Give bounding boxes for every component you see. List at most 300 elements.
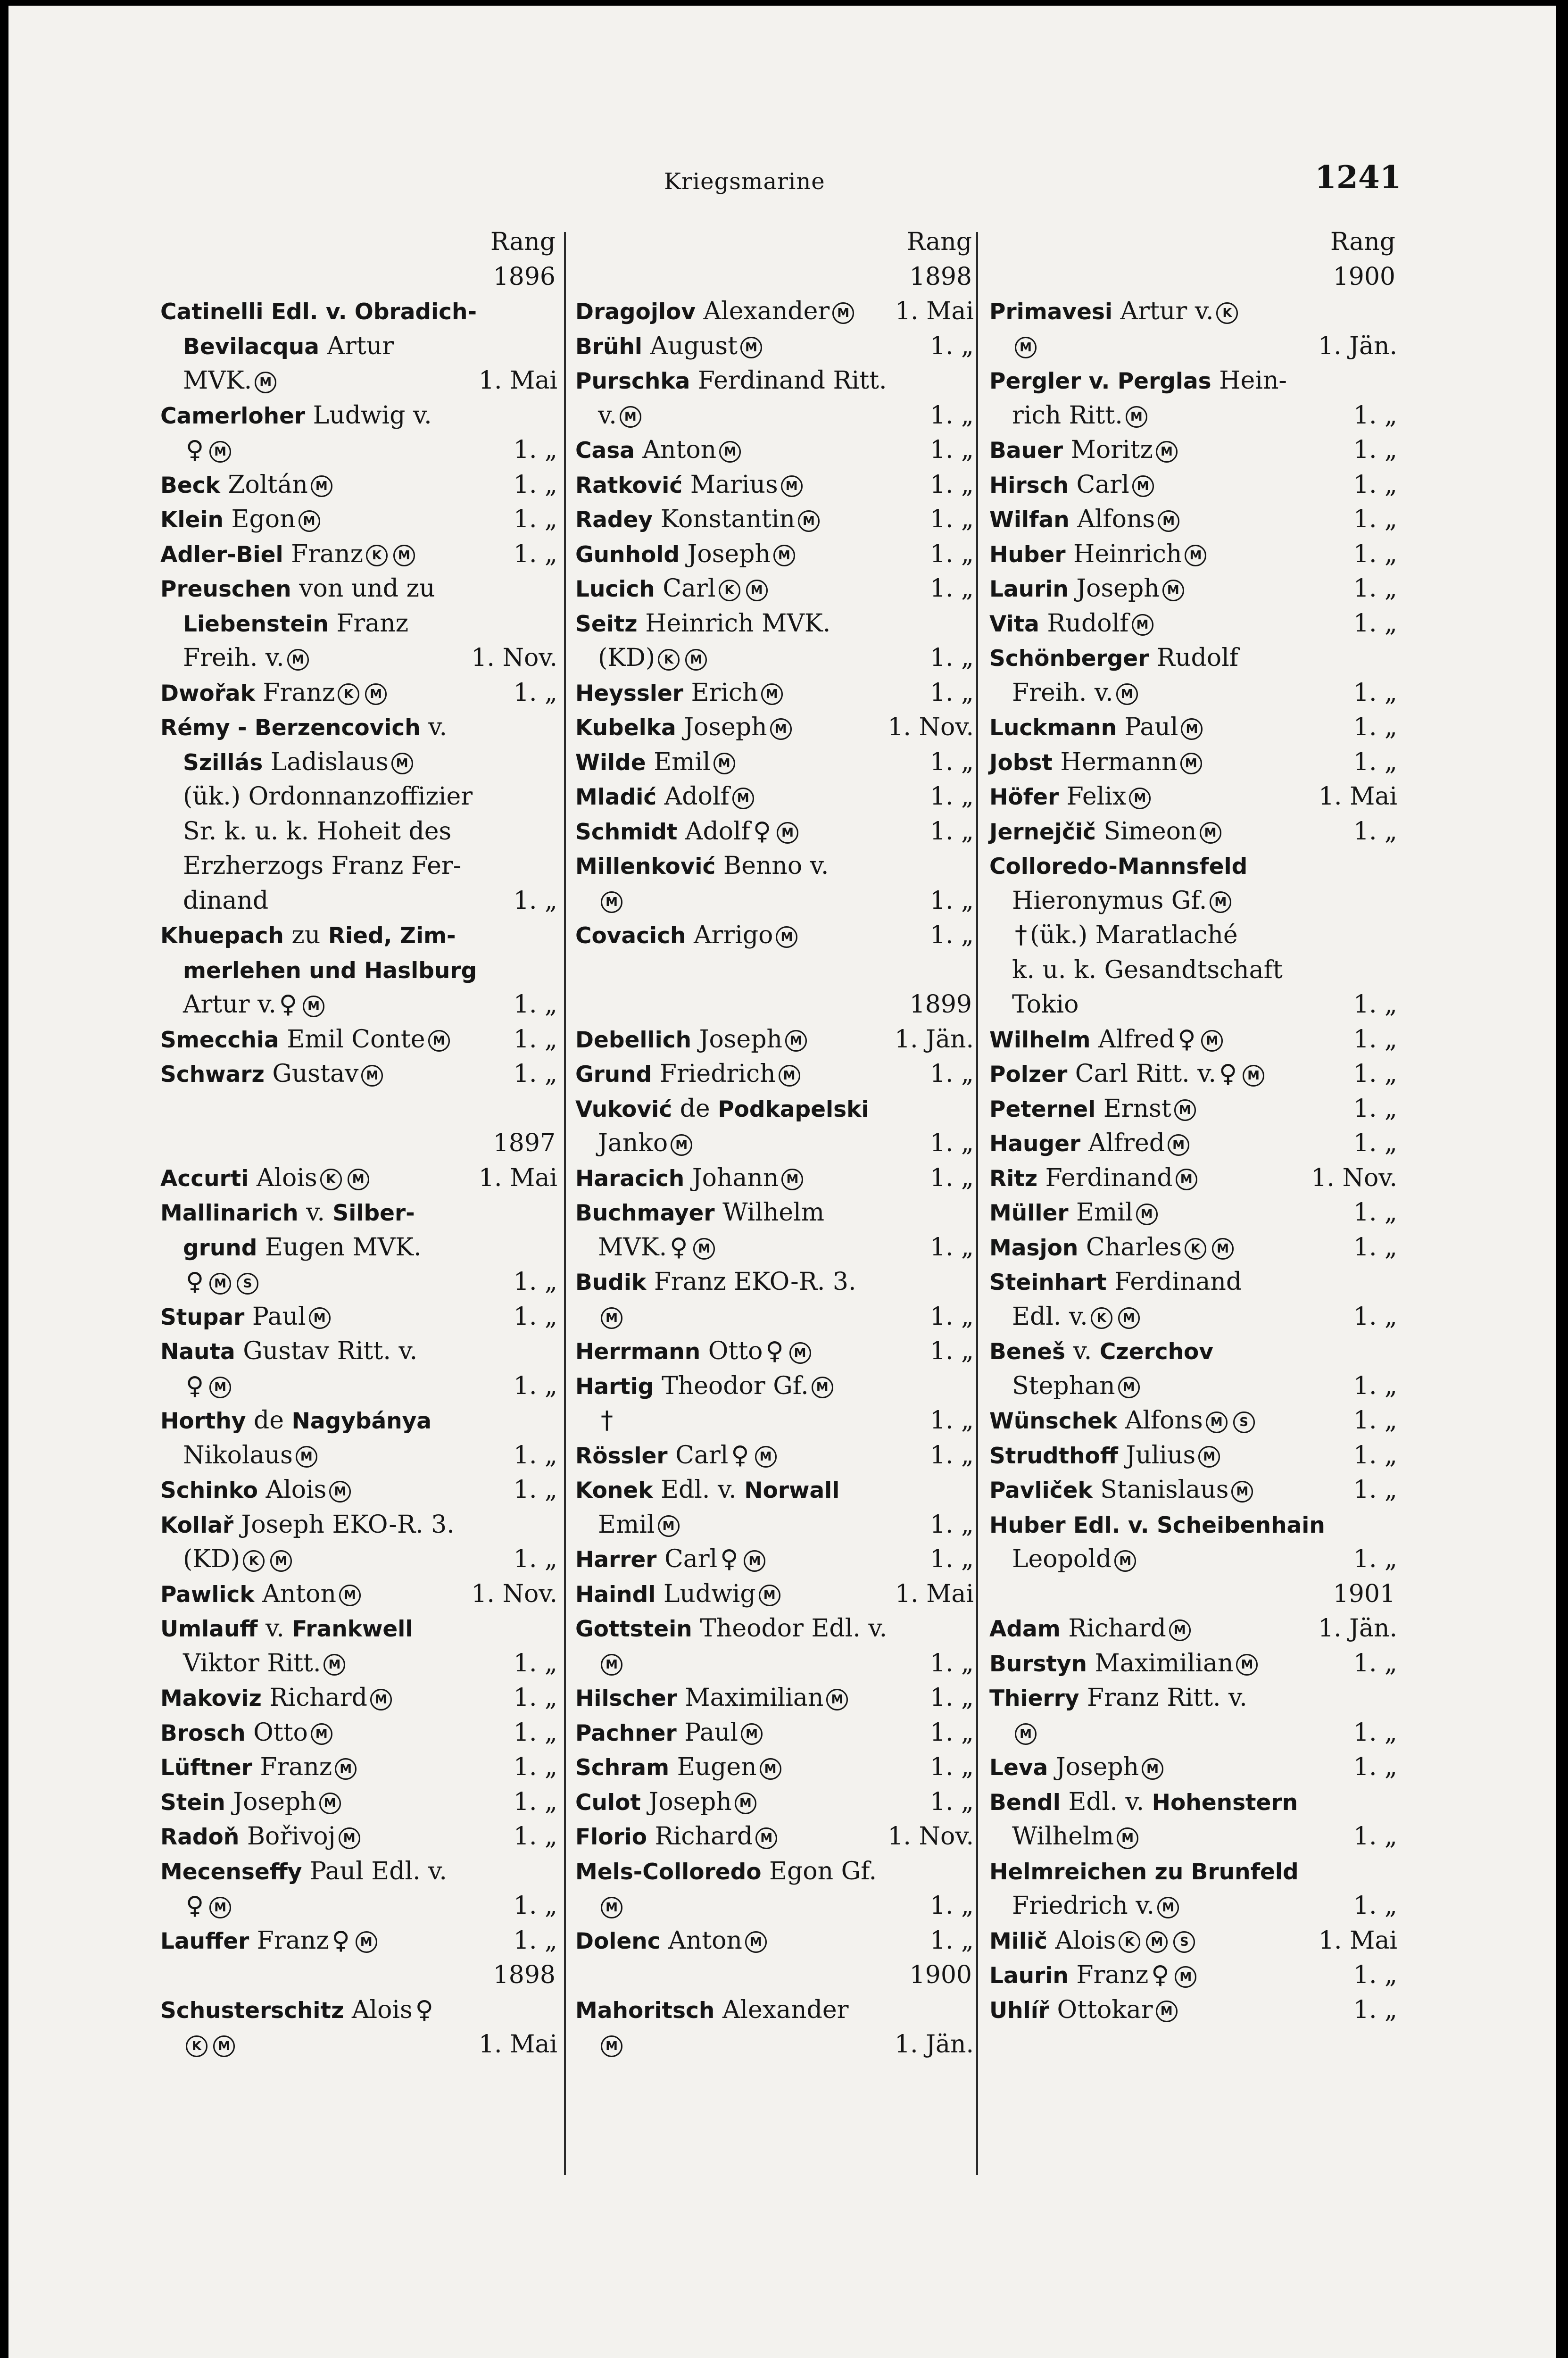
decoration-icon: ♀ — [670, 1233, 688, 1262]
register-entry — [989, 1611, 1397, 1646]
rank-date: 1. „ — [929, 1337, 974, 1365]
surname: Radey — [575, 507, 653, 533]
register-entry — [575, 1161, 974, 1196]
surname: Umlauff — [160, 1616, 258, 1642]
register-entry — [989, 1265, 1397, 1300]
surname: Dolenc — [575, 1928, 661, 1954]
medal-icon: M — [601, 891, 622, 913]
surname: Horthy — [160, 1408, 246, 1434]
entry-continuation — [160, 1438, 557, 1473]
rank-date: 1. „ — [513, 1476, 557, 1504]
entry-text: Carl Ritt. v. — [1067, 1060, 1216, 1088]
entry-text: Alfons — [1069, 505, 1155, 533]
rank-date: 1. „ — [929, 1892, 974, 1920]
rank-date: 1. Mai — [1318, 1926, 1397, 1955]
rank-date: 1. „ — [1353, 1129, 1397, 1157]
surname: Hirsch — [989, 472, 1069, 498]
surname: Adam — [989, 1616, 1061, 1642]
rank-date: 1. „ — [1353, 1753, 1397, 1781]
rank-date: 1. „ — [929, 1753, 974, 1781]
surname: Nauta — [160, 1339, 235, 1365]
register-entry — [575, 329, 974, 364]
register-entry — [575, 1542, 974, 1577]
rank-date: 1. „ — [1353, 990, 1397, 1019]
surname: Schusterschitz — [160, 1997, 344, 2024]
register-entry — [575, 849, 974, 884]
register-entry — [989, 1438, 1397, 1473]
surname: Smecchia — [160, 1027, 279, 1053]
entry-text: Emil — [1068, 1198, 1133, 1227]
rank-date: 1. „ — [513, 540, 557, 568]
register-entry — [989, 1473, 1397, 1508]
entry-text: Franz — [1068, 1961, 1149, 1989]
entry-text: de — [672, 1094, 718, 1123]
rank-date: 1. „ — [1353, 678, 1397, 707]
rank-date: 1. „ — [1353, 470, 1397, 499]
surname-suffix: Norwall — [744, 1478, 840, 1503]
register-entry — [989, 433, 1397, 468]
surname: Huber — [989, 541, 1066, 568]
entry-text: Franz Ritt. v. — [1079, 1684, 1247, 1712]
medal-icon: M — [209, 441, 231, 463]
surname: Uhlíř — [989, 1997, 1050, 2024]
entry-text: Adolf — [677, 817, 750, 846]
surname: Ratković — [575, 472, 683, 498]
surname: Gunhold — [575, 541, 680, 568]
surname: Herrmann — [575, 1339, 701, 1365]
medal-icon: M — [335, 1758, 357, 1780]
entry-text: Gustav Ritt. v. — [235, 1337, 418, 1365]
register-entry — [575, 1611, 974, 1646]
decoration-icon: ♀ — [1151, 1961, 1170, 1989]
rank-date: 1. „ — [513, 1025, 557, 1054]
surname: Grund — [575, 1062, 652, 1088]
entry-continuation — [160, 884, 557, 919]
entry-text: Richard — [647, 1822, 753, 1851]
year-heading: 1897 — [493, 1129, 556, 1157]
rank-date: 1. „ — [929, 817, 974, 846]
entry-text: Alfred — [1080, 1129, 1165, 1157]
rank-date: 1. „ — [1353, 713, 1397, 741]
medal-icon: K — [1091, 1307, 1112, 1329]
register-entry — [575, 1716, 974, 1751]
rank-date: 1. „ — [513, 1060, 557, 1088]
register-entry — [575, 814, 974, 849]
medal-icon: M — [785, 1030, 807, 1052]
surname: Adler-Biel — [160, 541, 283, 568]
surname: Beck — [160, 472, 220, 498]
surname: Khuepach — [160, 923, 284, 949]
rank-date: 1. Mai — [895, 1579, 974, 1608]
rank-date: 1. „ — [929, 1302, 974, 1331]
medal-icon: M — [1174, 1099, 1196, 1121]
surname: Gottstein — [575, 1616, 692, 1642]
rank-date: 1. „ — [929, 1441, 974, 1470]
rank-date: 1. „ — [929, 1787, 974, 1816]
register-entry — [575, 1819, 974, 1854]
surname: Schram — [575, 1755, 670, 1781]
surname: Wünschek — [989, 1408, 1118, 1434]
rank-column — [575, 225, 974, 2062]
entry-continuation — [989, 918, 1397, 953]
medal-icon: S — [1233, 1411, 1255, 1433]
rank-date: 1. Mai — [478, 366, 557, 395]
entry-text: Ludwig — [655, 1579, 756, 1608]
surname: Pawlick — [160, 1581, 255, 1608]
entry-text: Maximilian — [677, 1684, 824, 1712]
entry-text: Hieronymus Gf. — [1012, 886, 1207, 915]
surname: Milič — [989, 1928, 1047, 1954]
entry-continuation — [989, 953, 1397, 988]
register-entry — [160, 1611, 557, 1646]
medal-icon: M — [319, 1793, 341, 1814]
decoration-icon: ♀ — [1178, 1025, 1196, 1054]
rank-date: 1. „ — [513, 990, 557, 1019]
rank-date: 1. „ — [1353, 505, 1397, 533]
register-entry — [575, 1993, 974, 2028]
medal-icon: M — [1132, 614, 1153, 636]
medal-icon: M — [601, 2035, 622, 2057]
medal-icon: M — [1157, 1897, 1179, 1918]
entry-text: August — [642, 332, 738, 360]
medal-icon: K — [320, 1169, 342, 1190]
register-entry — [160, 1924, 557, 1959]
entry-continuation — [575, 1403, 974, 1438]
register-entry — [989, 1958, 1397, 1993]
surname: Mladić — [575, 784, 657, 810]
rank-date: 1. „ — [1353, 1302, 1397, 1331]
decoration-icon: ♀ — [279, 990, 298, 1019]
register-entry — [575, 710, 974, 745]
register-entry — [989, 502, 1397, 537]
year-heading: 1898 — [909, 262, 972, 291]
entry-text: Edl. v. — [1012, 1302, 1088, 1331]
medal-icon: M — [1015, 1723, 1037, 1745]
surname: Purschka — [575, 368, 690, 394]
entry-continuation — [160, 2027, 557, 2062]
medal-icon: M — [735, 1793, 756, 1814]
rank-date: 1. Nov. — [888, 1822, 974, 1851]
register-entry — [575, 745, 974, 780]
surname: Culot — [575, 1789, 641, 1816]
entry-text: Anton — [634, 436, 717, 464]
register-entry — [989, 1646, 1397, 1681]
entry-text: Joseph — [680, 540, 771, 568]
surname: Kollař — [160, 1512, 233, 1538]
entry-continuation — [575, 1230, 974, 1265]
rank-date: 1. „ — [929, 1926, 974, 1955]
surname: Schmidt — [575, 819, 678, 845]
register-entry — [575, 572, 974, 606]
register-entry — [575, 468, 974, 503]
medal-icon: M — [209, 1377, 231, 1398]
entry-continuation — [989, 676, 1397, 711]
medal-icon: K — [186, 2035, 207, 2057]
medal-icon: M — [1129, 788, 1151, 809]
register-entry — [160, 1508, 557, 1543]
rank-date: 1. „ — [513, 1441, 557, 1470]
rank-date: 1. „ — [929, 1163, 974, 1192]
entry-text: Wilhelm — [714, 1198, 825, 1227]
entry-text: Otto — [700, 1337, 763, 1365]
medal-icon: M — [209, 1897, 231, 1918]
surname: Masjon — [989, 1235, 1079, 1261]
medal-icon: M — [1212, 1238, 1234, 1260]
entry-continuation — [989, 988, 1397, 1022]
rank-column — [160, 225, 557, 2062]
medal-icon: M — [1118, 1307, 1140, 1329]
surname: Müller — [989, 1200, 1069, 1226]
register-entry — [575, 1196, 974, 1230]
entry-continuation — [989, 329, 1397, 364]
rank-date: 1. „ — [929, 401, 974, 430]
surname: Mallinarich — [160, 1200, 299, 1226]
entry-text: Maximilian — [1087, 1649, 1234, 1677]
surname: Colloredo-Mannsfeld — [989, 854, 1248, 880]
rank-date: 1. „ — [1353, 1060, 1397, 1088]
entry-text: de — [246, 1406, 292, 1435]
surname: Heyssler — [575, 680, 683, 706]
medal-icon: M — [789, 1342, 811, 1364]
register-entry — [575, 433, 974, 468]
decoration-icon: † — [601, 1406, 613, 1435]
rank-date: 1. „ — [929, 678, 974, 707]
medal-icon: M — [1117, 1827, 1138, 1849]
medal-icon: M — [740, 337, 762, 358]
entry-text: Simeon — [1095, 817, 1197, 846]
medal-icon: K — [1185, 1238, 1206, 1260]
entry-text: Freih. v. — [183, 644, 284, 672]
medal-icon: M — [1243, 1065, 1264, 1087]
medal-icon: M — [213, 2035, 235, 2057]
rank-date: 1. „ — [513, 470, 557, 499]
surname: Vuković — [575, 1096, 672, 1122]
entry-text: Artur v. — [183, 990, 276, 1019]
entry-continuation — [160, 606, 557, 641]
rank-date: 1. „ — [513, 678, 557, 707]
entry-text: Julius — [1118, 1441, 1196, 1470]
entry-text: von und zu — [291, 574, 435, 603]
rank-date: 1. „ — [1353, 1233, 1397, 1262]
entry-text: Artur v. — [1112, 297, 1214, 325]
medal-icon: M — [755, 1827, 777, 1849]
surname: Mahoritsch — [575, 1997, 715, 2024]
register-entry — [575, 606, 974, 641]
entry-text: Konstantin — [653, 505, 795, 533]
register-entry — [575, 1577, 974, 1612]
medal-icon: M — [311, 475, 332, 497]
decoration-icon: ♀ — [332, 1926, 350, 1955]
surname: Rössler — [575, 1443, 668, 1469]
decoration-icon: ♀ — [415, 1995, 433, 2024]
rank-date: 1. „ — [1353, 1822, 1397, 1851]
register-entry — [989, 537, 1397, 572]
rank-date: 1. „ — [929, 1684, 974, 1712]
medal-icon: M — [361, 1065, 383, 1087]
register-entry — [989, 1403, 1397, 1438]
decoration-icon: ♀ — [720, 1545, 738, 1573]
register-entry — [160, 1334, 557, 1369]
register-entry — [575, 1265, 974, 1300]
medal-icon: M — [324, 1654, 345, 1676]
surname: Rémy - Berzencovich — [160, 715, 421, 741]
medal-icon: M — [760, 1758, 781, 1780]
medal-icon: M — [329, 1481, 351, 1503]
entry-text: Bořivoj — [239, 1822, 336, 1851]
spacer — [575, 953, 974, 988]
register-entry — [989, 1993, 1397, 2028]
surname: Bendl — [989, 1789, 1061, 1816]
entry-continuation — [575, 1300, 974, 1335]
register-entry — [160, 1819, 557, 1854]
entry-text: Egon Gf. — [761, 1857, 877, 1885]
surname: Helmreichen zu Brunfeld — [989, 1859, 1299, 1885]
surname: Harrer — [575, 1547, 657, 1573]
entry-text: Moritz — [1063, 436, 1153, 464]
entry-text: Charles — [1078, 1233, 1182, 1262]
entry-continuation — [160, 849, 557, 884]
register-entry — [160, 1681, 557, 1716]
rank-date: 1. „ — [1353, 1649, 1397, 1677]
entry-text: Adolf — [656, 782, 730, 811]
surname-suffix: Czerchov — [1099, 1339, 1213, 1365]
entry-continuation — [160, 814, 557, 849]
register-entry — [160, 1161, 557, 1196]
decoration-icon: ♀ — [765, 1337, 784, 1365]
medal-icon: M — [339, 1585, 361, 1606]
medal-icon: M — [296, 1446, 317, 1468]
medal-icon: K — [719, 580, 740, 601]
surname: Pavliček — [989, 1478, 1093, 1503]
entry-continuation — [575, 641, 974, 676]
decoration-icon: ♀ — [731, 1441, 749, 1470]
rank-date: 1. „ — [1353, 1406, 1397, 1435]
medal-icon: M — [1168, 1134, 1189, 1156]
entry-text: Joseph — [691, 1025, 782, 1054]
rank-date: 1. „ — [929, 1060, 974, 1088]
entry-text: Edl. v. — [1060, 1787, 1152, 1816]
register-entry — [989, 1092, 1397, 1127]
entry-text: v. — [257, 1614, 292, 1643]
entry-text: Artur — [319, 332, 394, 360]
entry-continuation — [989, 1542, 1397, 1577]
medal-icon: M — [601, 1897, 622, 1918]
rank-date: 1. „ — [1353, 1961, 1397, 1989]
medal-icon: M — [1198, 1446, 1220, 1468]
surname: Hilscher — [575, 1685, 677, 1711]
entry-text: Paul — [676, 1718, 738, 1747]
entry-text: Ferdinand — [1037, 1163, 1173, 1192]
register-entry — [160, 537, 557, 572]
surname: Thierry — [989, 1685, 1079, 1711]
register-entry — [989, 1161, 1397, 1196]
rank-date: 1. „ — [1353, 1476, 1397, 1504]
medal-icon: M — [745, 1931, 767, 1953]
entry-text: Emil Conte — [279, 1025, 425, 1054]
register-page — [8, 6, 1556, 2358]
surname: Stupar — [160, 1304, 245, 1330]
register-entry — [989, 745, 1397, 780]
surname: Vita — [989, 611, 1039, 637]
rank-date: 1. „ — [1353, 574, 1397, 603]
medal-icon: M — [776, 926, 797, 948]
entry-text: Richard — [1060, 1614, 1166, 1643]
register-entry — [575, 502, 974, 537]
entry-text: Franz — [283, 540, 363, 568]
medal-icon: M — [1146, 1931, 1168, 1953]
rank-date: 1. „ — [513, 1684, 557, 1712]
surname: Makoviz — [160, 1685, 262, 1711]
rank-date: 1. Mai — [895, 297, 974, 325]
medal-icon: M — [356, 1931, 377, 1953]
surname: Pachner — [575, 1720, 677, 1746]
surname: Stein — [160, 1789, 225, 1816]
entry-text: Emil — [646, 747, 711, 776]
rank-column — [989, 225, 1397, 2027]
entry-continuation — [160, 1230, 557, 1265]
entry-text: Viktor Ritt. — [183, 1649, 321, 1677]
entry-text: Richard — [261, 1684, 367, 1712]
entry-text: Friedrich — [652, 1060, 776, 1088]
medal-icon: M — [1015, 337, 1037, 358]
year-heading: 1900 — [909, 1961, 972, 1989]
medal-icon: M — [1169, 1619, 1191, 1641]
medal-icon: M — [1231, 1481, 1253, 1503]
entry-continuation — [989, 1889, 1397, 1924]
register-entry — [989, 710, 1397, 745]
entry-text: Stephan — [1012, 1371, 1115, 1400]
rank-date: 1. Jän. — [1318, 332, 1397, 360]
register-entry — [989, 1196, 1397, 1230]
register-entry — [160, 1785, 557, 1820]
surname: Dragojlov — [575, 299, 696, 325]
entry-text: Ferdinand Ritt. — [690, 366, 887, 395]
entry-continuation — [160, 1369, 557, 1404]
entry-text: v. — [1065, 1337, 1100, 1365]
rank-date: 1. „ — [929, 886, 974, 915]
rank-date: 1. Mai — [1318, 782, 1397, 811]
rank-date: 1. „ — [513, 1268, 557, 1296]
rank-date: 1. Jän. — [894, 2030, 974, 2059]
register-entry — [989, 849, 1397, 884]
rank-date: 1. „ — [929, 747, 974, 776]
entry-continuation — [160, 953, 557, 988]
surname: Primavesi — [989, 299, 1113, 325]
register-entry — [575, 1681, 974, 1716]
rank-date: 1. Jän. — [1318, 1614, 1397, 1643]
spacer — [160, 1092, 557, 1127]
decoration-icon: ♀ — [753, 817, 772, 846]
medal-icon: M — [311, 1723, 332, 1745]
medal-icon: M — [685, 649, 707, 671]
medal-icon: M — [1142, 1758, 1163, 1780]
medal-icon: M — [365, 683, 387, 705]
entry-text: Eugen — [669, 1753, 757, 1781]
medal-icon: M — [1180, 753, 1202, 774]
register-entry — [575, 1057, 974, 1092]
decoration-icon: ♀ — [186, 1268, 204, 1296]
rank-date: 1. Mai — [478, 2030, 557, 2059]
register-entry — [575, 1750, 974, 1785]
entry-text: Heinrich — [1065, 540, 1182, 568]
entry-continuation — [989, 1369, 1397, 1404]
entry-continuation — [575, 1126, 974, 1161]
register-entry — [160, 1403, 557, 1438]
rank-date: 1. „ — [1353, 1025, 1397, 1054]
register-entry — [575, 537, 974, 572]
rank-date: 1. „ — [1353, 747, 1397, 776]
entry-text: Alois — [344, 1995, 413, 2024]
